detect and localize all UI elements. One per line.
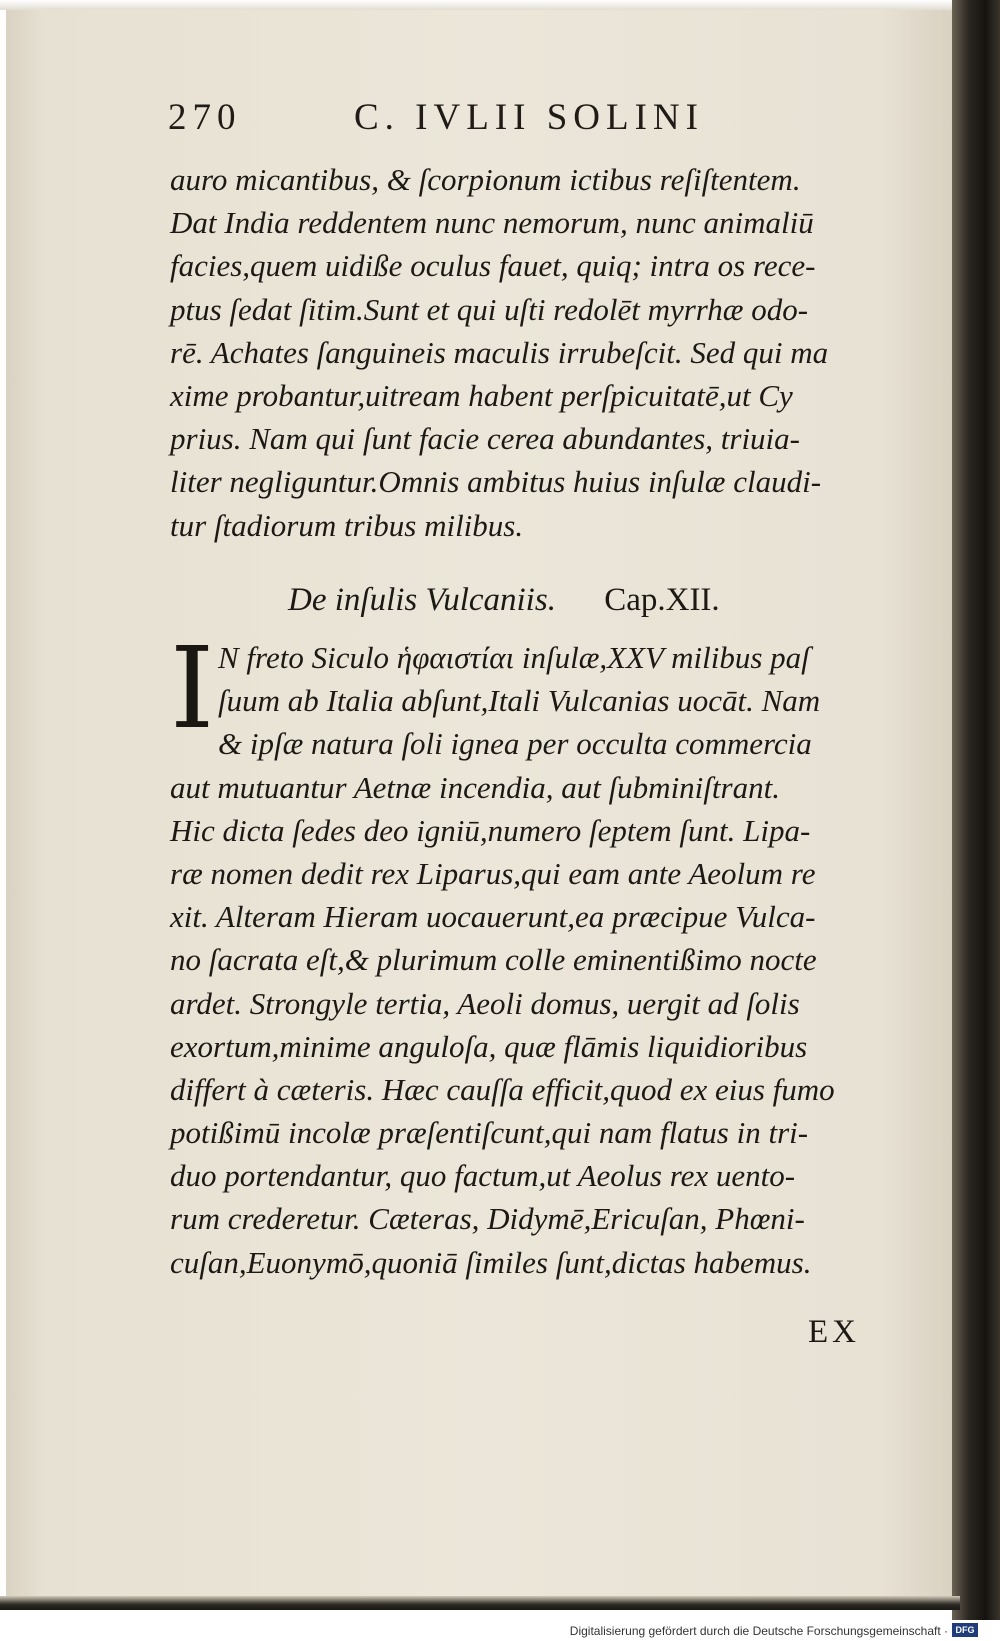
chapter-number: Cap.XII.	[604, 582, 720, 618]
text-line: tur ſtadiorum tribus milibus.	[170, 507, 524, 543]
book-spine-shadow	[952, 0, 1000, 1620]
text-line: ptus ſedat ſitim.Sunt et qui uſti redolēt myrrhæ odo-	[170, 291, 809, 327]
paragraph-1	[170, 158, 880, 547]
text-line: no ſacrata eſt,& plurimum colle eminentißimo nocte	[170, 942, 817, 978]
text-line: prius. Nam qui ſunt facie cerea abundantes, triuia-	[170, 421, 800, 457]
text-line: auro micantibus, & ſcorpionum ictibus reſiſtentem.	[170, 162, 801, 197]
page-top-edge	[0, 0, 1000, 10]
text-line: duo portendantur, quo factum,ut Aeolus rex uento-	[170, 1158, 796, 1194]
text-line: xit. Alteram Hieram uocauerunt,ea præcipue Vulca-	[170, 899, 816, 935]
dfg-logo-icon: DFG	[952, 1623, 978, 1637]
text-line: N freto Siculo ἡφαιστίαι inſulæ,XXV milibus paſ	[218, 640, 810, 675]
text-line: Dat India reddentem nunc nemorum, nunc animaliū	[170, 205, 814, 241]
paragraph-2	[170, 624, 880, 1284]
text-line: aut mutuantur Aetnæ incendia, aut ſubminiſtrant.	[170, 769, 780, 805]
funding-credit: Digitalisierung gefördert durch die Deutsche Forschungsgemeinschaft ·	[569, 1624, 948, 1638]
running-header	[168, 96, 888, 148]
text-line: facies,quem uidiße oculus fauet, quiq; intra os rece-	[170, 248, 816, 284]
chapter-title: De inſulis Vulcaniis.	[288, 582, 556, 618]
text-line: rum crederetur. Cæteras, Didymē,Ericuſan, Phœni-	[170, 1201, 805, 1237]
footer-bar	[0, 1620, 1000, 1641]
running-title: C. IVLII SOLINI	[354, 97, 704, 138]
drop-cap: I	[170, 624, 215, 754]
text-line: ræ nomen dedit rex Liparus,qui eam ante Aeolum re	[170, 855, 816, 891]
page-number: 270	[168, 97, 242, 138]
text-line: ardet. Strongyle tertia, Aeoli domus, uergit ad ſolis	[170, 985, 800, 1021]
text-line: xime probantur,uitream habent perſpicuitatē,ut Cy	[170, 377, 793, 413]
text-line: cuſan,Euonymō,quoniā ſimiles ſunt,dictas habemus.	[170, 1244, 812, 1280]
text-line: rē. Achates ſanguineis maculis irrubeſcit. Sed qui ma	[170, 334, 829, 370]
text-line: liter negliguntur.Omnis ambitus huius inſulæ claudi-	[170, 464, 822, 500]
text-line: exortum,minime anguloſa, quæ flāmis liquidioribus	[170, 1028, 808, 1064]
text-line: differt à cæteris. Hæc cauſſa efficit,quod ex eius fumo	[170, 1071, 835, 1107]
text-line: potißimū incolæ præſentiſcunt,qui nam flatus in tri-	[170, 1115, 809, 1151]
text-line: ſuum ab Italia abſunt,Itali Vulcanias uocāt. Nam	[218, 683, 821, 719]
catchword: EX	[808, 1314, 860, 1350]
text-line: Hic dicta ſedes deo igniū,numero ſeptem ſunt. Lipa-	[170, 812, 811, 848]
page-bottom-edge	[0, 1596, 960, 1610]
chapter-heading	[288, 578, 788, 622]
text-line: & ipſæ natura ſoli ignea per occulta commercia	[218, 726, 812, 762]
